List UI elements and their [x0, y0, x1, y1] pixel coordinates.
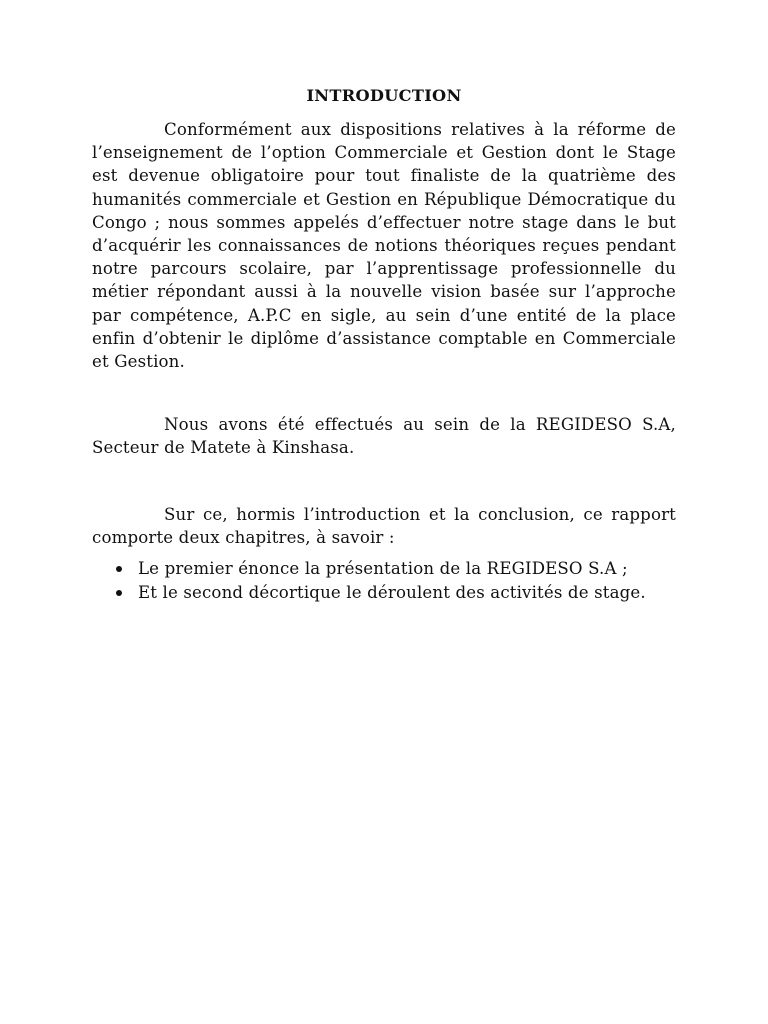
bullet-icon: [116, 566, 122, 572]
paragraph-location: Nous avons été effectués au sein de la REGIDESO S.A, Secteur de Matete à Kinshasa.: [92, 415, 676, 458]
list-item-text: Et le second décortique le déroulent des activités de stage.: [138, 582, 646, 602]
paragraph-structure: Sur ce, hormis l’introduction et la conclusion, ce rapport comporte deux chapitres, à savoir :: [92, 505, 676, 548]
list-item: [92, 581, 676, 605]
page-title: INTRODUCTION: [306, 86, 462, 105]
bullet-icon: [116, 590, 122, 596]
paragraph-intro: Conformément aux dispositions relatives à la réforme de l’enseignement de l’option Commerciale et Gestion dont le Stage est devenue obligatoire pour tout finaliste de la quatrième des humanités commerciale et Gestion en République Démocratique du Congo ; nous sommes appelés d’effectuer notre stage dans le but d’acquérir les connaissances de notions théoriques reçues pendant notre parcours scolaire, par l’apprentissage professionnelle du métier répondant aussi à la nouvelle vision basée sur l’approche par compétence, A.P.C en sigle, au sein d’une entité de la place enfin d’obtenir le diplôme d’assistance comptable en Commerciale et Gestion.: [92, 120, 676, 372]
chapter-list: [92, 557, 676, 604]
list-item: [92, 557, 676, 581]
list-item-text: Le premier énonce la présentation de la REGIDESO S.A ;: [138, 559, 628, 578]
